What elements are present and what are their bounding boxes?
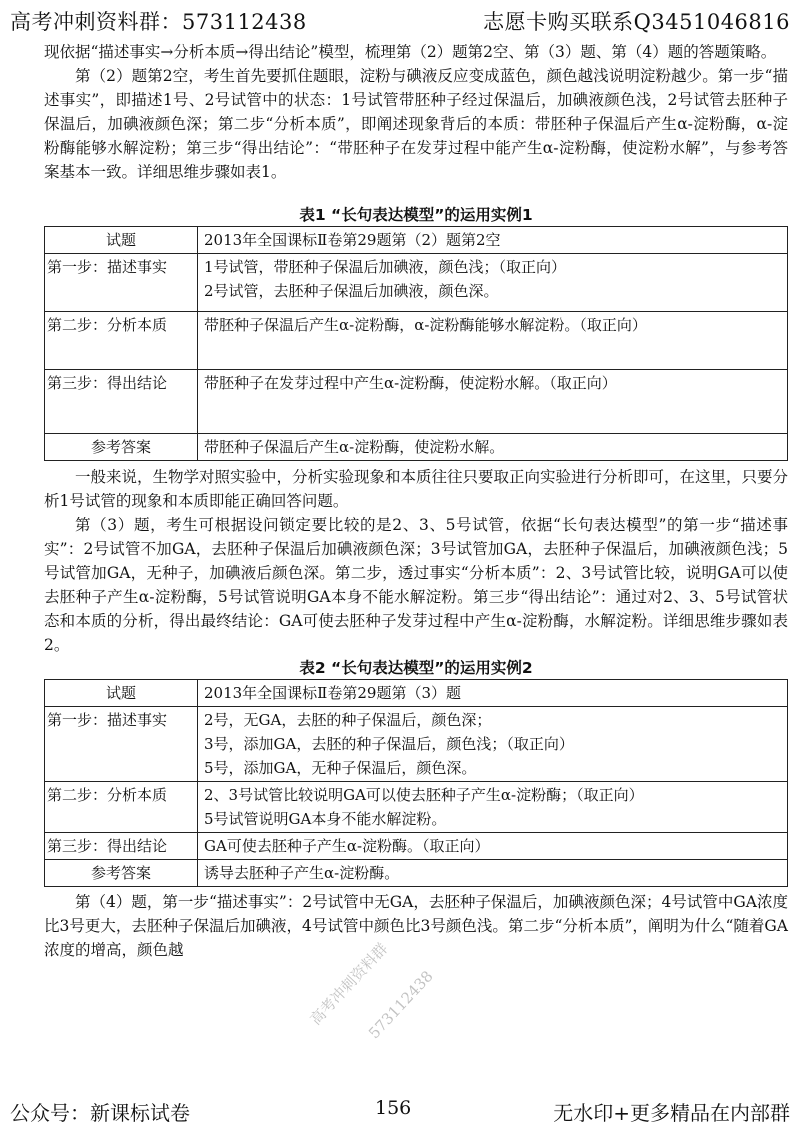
table1-key-0: 试题 [45, 227, 198, 254]
footer-note: 无水印+更多精品在内部群 [553, 1101, 790, 1125]
table-row [45, 680, 788, 707]
table2-value-2 [198, 782, 788, 833]
table1-line: 2013年全国课标Ⅱ卷第29题第（2）题第2空 [204, 231, 501, 249]
table1-value-0 [198, 227, 788, 254]
table1-key-2: 第二步：分析本质 [45, 312, 198, 370]
table2-line: 5号，添加GA，无种子保温后，颜色深。 [204, 759, 477, 777]
footer-public-account: 公众号：新课标试卷 [10, 1101, 190, 1125]
paragraph-intro: 现依据“描述事实→分析本质→得出结论”模型，梳理第（2）题第2空、第（3）题、第（4）题的答题策略。 [44, 43, 777, 61]
table1-key-3: 第三步：得出结论 [45, 370, 198, 434]
page-content [44, 40, 788, 962]
header-group-number: 高考冲刺资料群：573112438 [10, 10, 307, 34]
table2-line: 2013年全国课标Ⅱ卷第29题第（3）题 [204, 684, 462, 702]
table1-value-1 [198, 254, 788, 312]
table-row [45, 370, 788, 434]
table2-key-2: 第二步：分析本质 [45, 782, 198, 833]
table1-key-4: 参考答案 [45, 434, 198, 461]
table1-line: 2号试管，去胚种子保温后加碘液，颜色深。 [204, 282, 499, 300]
table2-caption: 表2 “长句表达模型”的运用实例2 [299, 659, 533, 677]
table2 [44, 679, 788, 887]
table-row [45, 833, 788, 860]
paragraph-question3: 第（3）题，考生可根据设问锁定要比较的是2、3、5号试管，依据“长句表达模型”的第一步“描述事实”：2号试管不加GA，去胚种子保温后加碘液颜色深；3号试管加GA，去胚种子保温后，加碘液颜色浅；5号试管加GA，无种子，加碘液后颜色深。第二步，透过事实“分析本质”：2、3号试管比较，说明GA可以使去胚种子产生α-淀粉酶，5号试管说明GA本身不能水解淀粉。第三步“得出结论”：通过对2、3、5号试管状态和本质的分析，得出最终结论：GA可使去胚种子发芽过程中产生α-淀粉酶，水解淀粉。详细思维步骤如表2。 [44, 516, 788, 654]
table-row [45, 782, 788, 833]
table1-line: 1号试管，带胚种子保温后加碘液，颜色浅；（取正向） [204, 258, 567, 276]
table-row [45, 312, 788, 370]
page-footer [10, 1097, 790, 1127]
table2-value-0 [198, 680, 788, 707]
paragraph-general: 一般来说，生物学对照实验中，分析实验现象和本质往往只要取正向实验进行分析即可，在这里，只要分析1号试管的现象和本质即能正确回答问题。 [44, 468, 789, 510]
table1-line: 带胚种子在发芽过程中产生α-淀粉酶，使淀粉水解。（取正向） [204, 374, 617, 392]
table-row [45, 707, 788, 782]
table2-key-4: 参考答案 [45, 860, 198, 887]
table1-caption: 表1 “长句表达模型”的运用实例1 [299, 206, 533, 224]
paragraph-question2: 第（2）题第2空，考生首先要抓住题眼，淀粉与碘液反应变成蓝色，颜色越浅说明淀粉越少。第一步“描述事实”，即描述1号、2号试管中的状态：1号试管带胚种子经过保温后，加碘液颜色浅，2号试管去胚种子保温后，加碘液颜色深；第二步“分析本质”，即阐述现象背后的本质：带胚种子保温后产生α-淀粉酶，α-淀粉酶能够水解淀粉；第三步“得出结论”：“带胚种子在发芽过程中能产生α-淀粉酶，使淀粉水解”，与参考答案基本一致。详细思维步骤如表1。 [44, 67, 788, 181]
paragraph-question4: 第（4）题，第一步“描述事实”：2号试管中无GA，去胚种子保温后，加碘液颜色深；4号试管中GA浓度比3号更大，去胚种子保温后加碘液，4号试管中颜色比3号颜色浅。第二步“分析本质”，阐明为什么“随着GA浓度的增高，颜色越 [44, 893, 788, 959]
table1-value-2 [198, 312, 788, 370]
watermark-line-1: 高考冲刺资料群 [306, 939, 392, 1029]
table-row [45, 254, 788, 312]
header-contact: 志愿卡购买联系Q3451046816 [483, 10, 790, 34]
table1-line: 带胚种子保温后产生α-淀粉酶，α-淀粉酶能够水解淀粉。（取正向） [204, 316, 647, 334]
table2-line: 5号试管说明GA本身不能水解淀粉。 [204, 810, 447, 828]
table1-value-4 [198, 434, 788, 461]
table-row [45, 434, 788, 461]
table-row [45, 860, 788, 887]
table1-line: 带胚种子保温后产生α-淀粉酶，使淀粉水解。 [204, 438, 505, 456]
table2-line: 3号，添加GA，去胚的种子保温后，颜色浅；（取正向） [204, 735, 574, 753]
page-header [10, 6, 790, 36]
table1-key-1: 第一步：描述事实 [45, 254, 198, 312]
table2-value-1 [198, 707, 788, 782]
table-row [45, 227, 788, 254]
table2-line: 2、3号试管比较说明GA可以使去胚种子产生α-淀粉酶；（取正向） [204, 786, 644, 804]
table2-line: 诱导去胚种子产生α-淀粉酶。 [204, 864, 400, 882]
table2-key-1: 第一步：描述事实 [45, 707, 198, 782]
page-number: 156 [375, 1097, 412, 1119]
table2-key-0: 试题 [45, 680, 198, 707]
watermark-line-2: 573112438 [365, 967, 437, 1043]
table1-value-3 [198, 370, 788, 434]
table2-value-3 [198, 833, 788, 860]
table2-line: 2号，无GA，去胚的种子保温后，颜色深； [204, 711, 492, 729]
table2-line: GA可使去胚种子产生α-淀粉酶。（取正向） [204, 837, 490, 855]
table2-key-3: 第三步：得出结论 [45, 833, 198, 860]
table2-value-4 [198, 860, 788, 887]
table1 [44, 226, 788, 461]
